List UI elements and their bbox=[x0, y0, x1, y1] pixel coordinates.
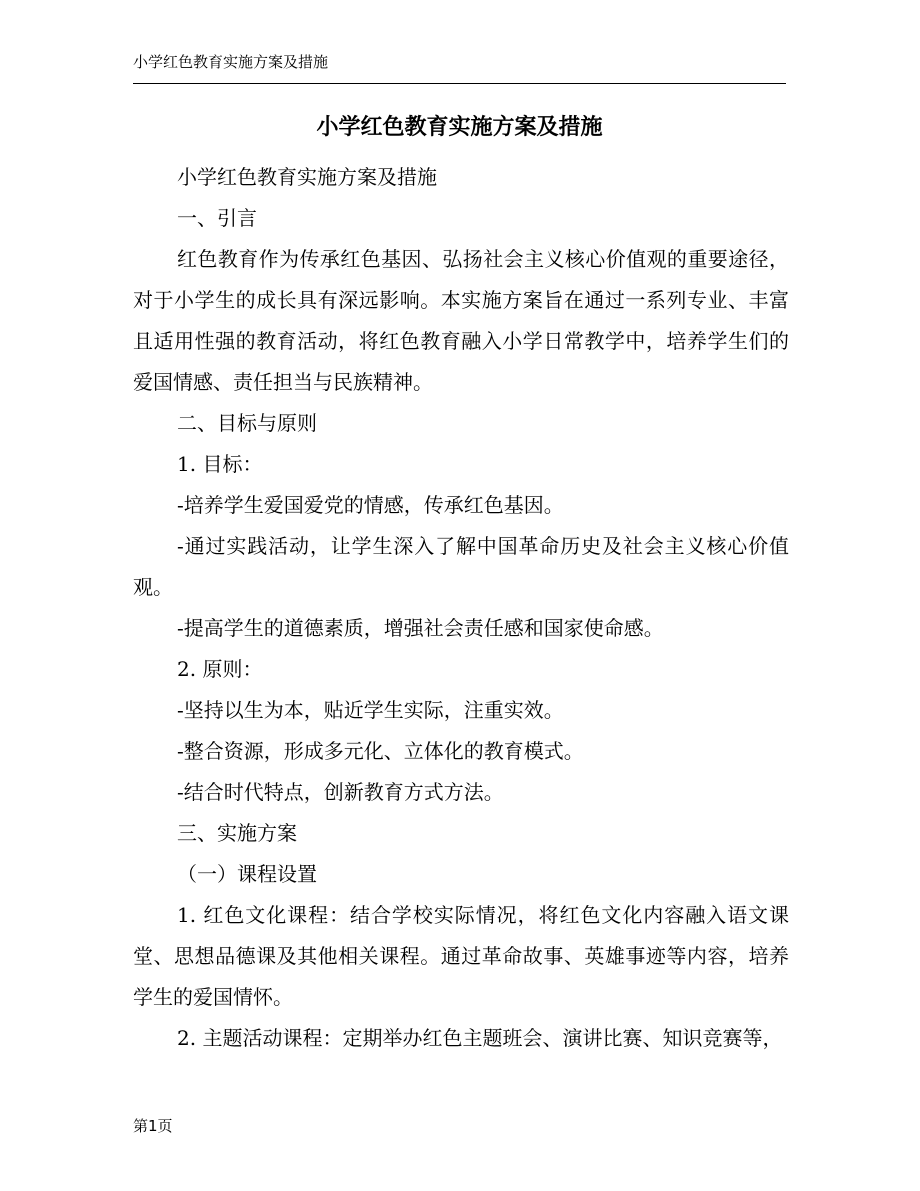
principles-heading: 2. 原则： bbox=[177, 657, 263, 681]
curriculum-item: 1. 红色文化课程：结合学校实际情况，将红色文化内容融入语文课堂、思想品德课及其他相关课程。通过革命故事、英雄事迹等内容，培养学生的爱国情怀。 bbox=[133, 903, 789, 1009]
principle-item: -整合资源，形成多元化、立体化的教育模式。 bbox=[177, 739, 584, 763]
principle-item: -结合时代特点，创新教育方式方法。 bbox=[177, 780, 504, 804]
goal-item: -培养学生爱国爱党的情感，传承红色基因。 bbox=[177, 493, 564, 517]
principle-item: -坚持以生为本，贴近学生实际，注重实效。 bbox=[177, 698, 564, 722]
goal-item: -通过实践活动，让学生深入了解中国革命历史及社会主义核心价值观。 bbox=[133, 534, 789, 599]
running-header: 小学红色教育实施方案及措施 bbox=[133, 53, 329, 71]
section-heading-goals-principles: 二、目标与原则 bbox=[177, 411, 317, 435]
document-body bbox=[133, 157, 789, 1059]
header-divider bbox=[133, 83, 786, 84]
section-heading-implementation: 三、实施方案 bbox=[177, 821, 297, 845]
goals-heading: 1. 目标： bbox=[177, 452, 263, 476]
section-heading-introduction: 一、引言 bbox=[177, 206, 257, 230]
document-title: 小学红色教育实施方案及措施 bbox=[316, 115, 603, 140]
subsection-heading-curriculum: （一）课程设置 bbox=[177, 862, 317, 886]
goal-item: -提高学生的道德素质，增强社会责任感和国家使命感。 bbox=[177, 616, 664, 640]
introduction-paragraph: 红色教育作为传承红色基因、弘扬社会主义核心价值观的重要途径，对于小学生的成长具有深远影响。本实施方案旨在通过一系列专业、丰富且适用性强的教育活动，将红色教育融入小学日常教学中，培养学生们的爱国情感、责任担当与民族精神。 bbox=[133, 247, 789, 394]
page-number: 第1页 bbox=[133, 1117, 173, 1135]
subtitle-paragraph: 小学红色教育实施方案及措施 bbox=[177, 165, 437, 189]
curriculum-item: 2. 主题活动课程：定期举办红色主题班会、演讲比赛、知识竞赛等， bbox=[177, 1026, 783, 1050]
